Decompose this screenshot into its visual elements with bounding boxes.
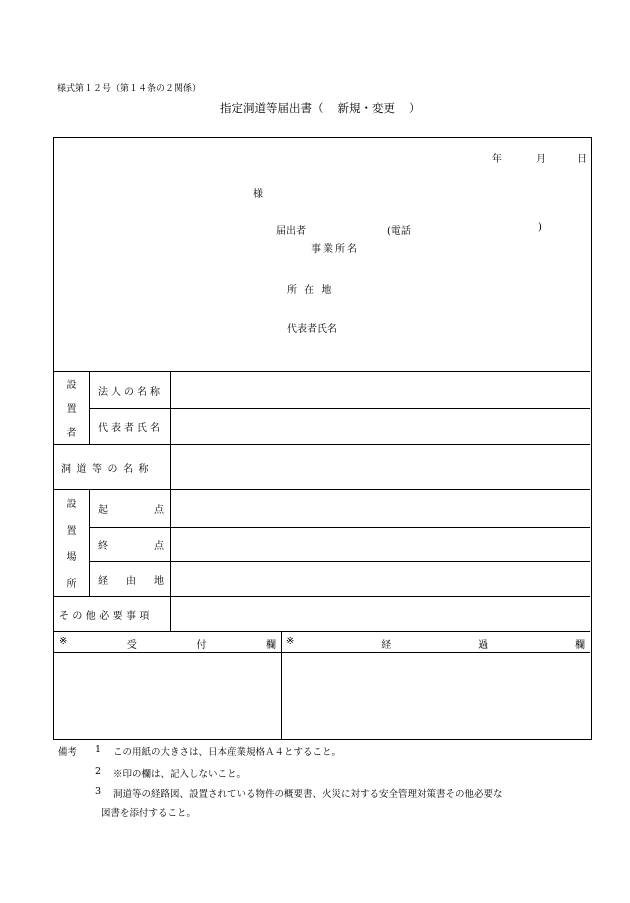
progress-mark: ※ [286, 636, 295, 647]
reception-char: 欄 [265, 640, 276, 651]
progress-header [286, 636, 585, 651]
progress-char: 経 [381, 640, 392, 651]
tunnel-name-field[interactable] [172, 445, 588, 488]
start-point-char: 起 [98, 505, 108, 516]
phone-label: (電話 [387, 226, 411, 237]
phone-close: ) [538, 222, 542, 233]
rep-name-label: 代表者氏名 [98, 423, 163, 434]
addressee-suffix: 様 [253, 189, 263, 200]
install-location-group-char: 場 [66, 552, 77, 564]
representative-label: 代表者氏名 [287, 324, 337, 335]
install-location-group-char: 設 [66, 498, 77, 510]
remark-continuation: 図書を添付すること。 [101, 808, 197, 819]
remark-number: 2 [95, 766, 102, 777]
start-point-field[interactable] [172, 490, 588, 526]
via-field[interactable] [172, 562, 588, 595]
progress-box[interactable] [282, 653, 588, 738]
remark-text: この用紙の大きさは、日本産業規格Ａ４とすること。 [113, 747, 342, 758]
progress-char: 過 [478, 640, 489, 651]
reception-mark: ※ [59, 636, 68, 647]
remark-text: 洞道等の経路図、設置されている物件の概要書、火災に対する安全管理対策書その他必要な [113, 789, 503, 800]
remark-number: 3 [95, 786, 102, 797]
form-title [220, 100, 421, 116]
column-divider [89, 371, 90, 444]
install-location-group-char: 所 [66, 579, 77, 591]
reception-char: 付 [196, 640, 207, 651]
via-char: 地 [154, 576, 164, 587]
end-point-char: 点 [154, 541, 164, 552]
end-point-label [98, 537, 164, 552]
column-divider [170, 371, 171, 631]
row-divider [54, 631, 590, 632]
form-title-main: 指定洞道等届出書（ [220, 101, 324, 115]
date-year: 年 [492, 154, 502, 165]
corp-name-field[interactable] [172, 372, 588, 407]
notifier-label: 届出者 [276, 226, 306, 237]
via-char: 経 [98, 576, 108, 587]
via-label [98, 572, 164, 587]
reception-header [59, 636, 276, 651]
form-frame [53, 137, 592, 740]
remark-number: 1 [95, 744, 102, 755]
remark-text: ※印の欄は、記入しないこと。 [113, 769, 247, 780]
start-point-label [98, 501, 164, 516]
column-divider [89, 489, 90, 596]
reception-char: 受 [126, 640, 137, 651]
office-name-label: 事業所名 [311, 244, 359, 255]
end-point-char: 終 [98, 541, 108, 552]
date-day: 日 [577, 154, 587, 165]
end-point-field[interactable] [172, 528, 588, 560]
rep-name-field[interactable] [172, 409, 588, 443]
location-label: 所 在 地 [287, 285, 334, 296]
form-number: 様式第１２号（第１４条の２関係） [57, 84, 202, 94]
remarks-label: 備考 [58, 747, 78, 758]
start-point-char: 点 [154, 505, 164, 516]
install-location-group-char: 置 [66, 525, 77, 537]
other-matters-label: その他必要事項 [59, 611, 153, 622]
form-title-options: 新規・変更 [337, 101, 395, 115]
installer-group-label [54, 371, 89, 444]
via-char: 由 [126, 576, 136, 587]
corp-name-label: 法人の名称 [98, 387, 163, 398]
other-matters-field[interactable] [172, 597, 588, 630]
date-month: 月 [536, 154, 546, 165]
installer-group-char: 設 [66, 379, 77, 391]
form-title-close: ） [409, 101, 421, 115]
reception-box[interactable] [55, 653, 280, 738]
installer-group-char: 置 [66, 403, 77, 415]
tunnel-name-label: 洞道等の名称 [61, 464, 154, 475]
progress-char: 欄 [574, 640, 585, 651]
install-location-group-label [54, 489, 89, 596]
installer-group-char: 者 [66, 428, 77, 440]
